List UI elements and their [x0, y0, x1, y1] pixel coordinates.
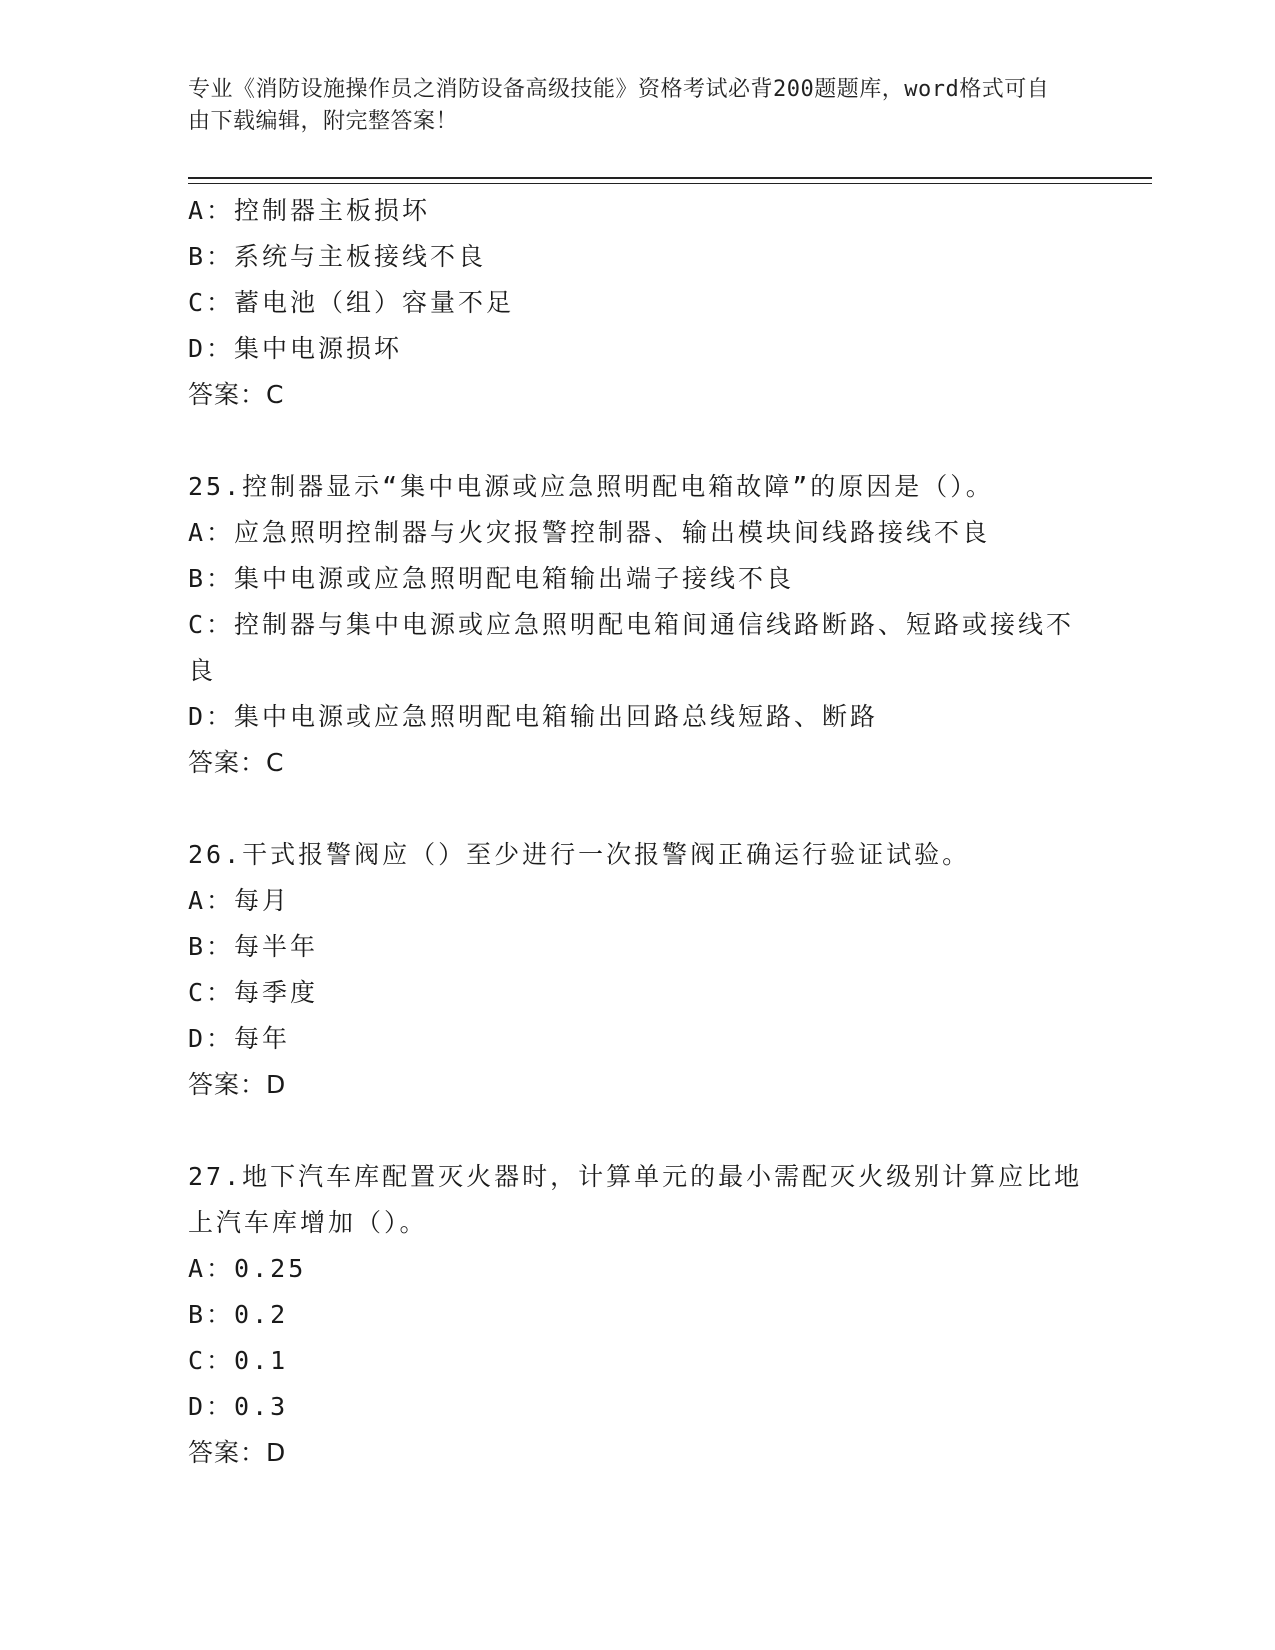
option-b: B：系统与主板接线不良 — [188, 242, 487, 271]
answer: 答案：D — [188, 1438, 287, 1467]
question-block-27 — [188, 1154, 1088, 1476]
option-a: A：每月 — [188, 886, 291, 915]
option-a: A：应急照明控制器与火灾报警控制器、输出模块间线路接线不良 — [188, 518, 991, 547]
document-header: 专业《消防设施操作员之消防设备高级技能》资格考试必背200题题库，word格式可自由下载编辑，附完整答案！ — [188, 77, 1050, 134]
option-c: C：0.1 — [188, 1346, 289, 1375]
option-a: A：0.25 — [188, 1254, 307, 1283]
option-c: C：控制器与集中电源或应急照明配电箱间通信线路断路、短路或接线不良 — [188, 610, 1075, 685]
option-b: B：0.2 — [188, 1300, 289, 1329]
option-d: D：集中电源损坏 — [188, 334, 403, 363]
option-a: A：控制器主板损坏 — [188, 196, 431, 225]
question-list — [188, 188, 1088, 1522]
answer: 答案：C — [188, 380, 285, 409]
question-block-26 — [188, 832, 1088, 1108]
option-d: D：每年 — [188, 1024, 291, 1053]
option-b: B：集中电源或应急照明配电箱输出端子接线不良 — [188, 564, 795, 593]
header-divider-thin — [188, 183, 1152, 184]
question-block-25 — [188, 464, 1088, 786]
option-d: D：0.3 — [188, 1392, 289, 1421]
option-d: D：集中电源或应急照明配电箱输出回路总线短路、断路 — [188, 702, 879, 731]
question-text: 27.地下汽车库配置灭火器时，计算单元的最小需配灭火级别计算应比地上汽车库增加（）。 — [188, 1162, 1083, 1237]
answer: 答案：C — [188, 748, 285, 777]
question-text: 26.干式报警阀应（）至少进行一次报警阀正确运行验证试验。 — [188, 840, 971, 869]
answer: 答案：D — [188, 1070, 287, 1099]
option-b: B：每半年 — [188, 932, 319, 961]
question-block-24 — [188, 188, 1088, 418]
header-divider-thick — [188, 177, 1152, 179]
option-c: C：每季度 — [188, 978, 319, 1007]
question-text: 25.控制器显示“集中电源或应急照明配电箱故障”的原因是（）。 — [188, 472, 994, 501]
option-c: C：蓄电池（组）容量不足 — [188, 288, 515, 317]
